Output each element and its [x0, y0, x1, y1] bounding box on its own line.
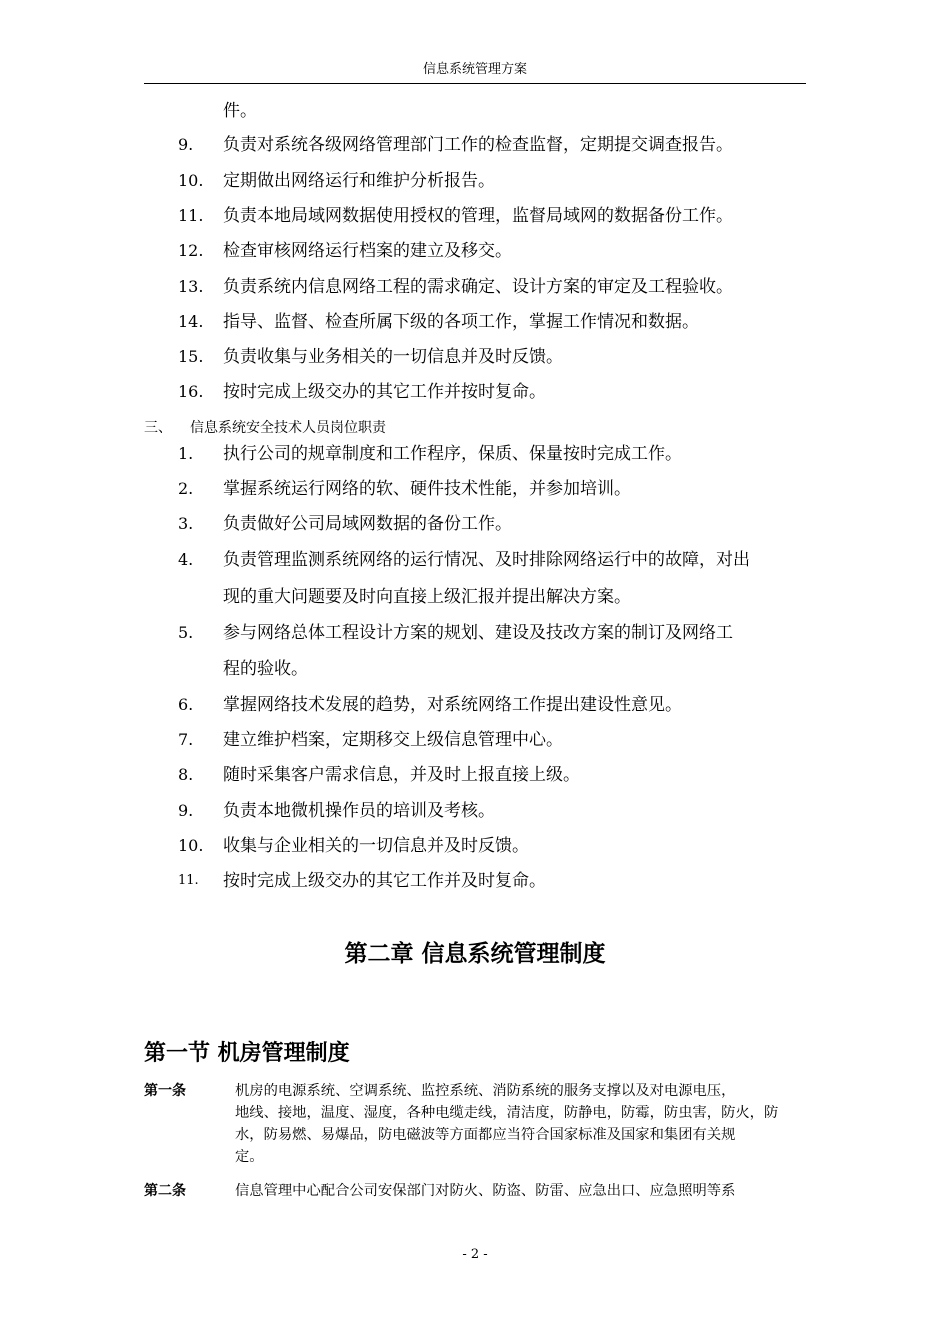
- list-number: 5.: [178, 623, 194, 642]
- article-line: 定。: [235, 1149, 264, 1165]
- section-title: 第一节 机房管理制度: [144, 1041, 350, 1066]
- list-number: 16.: [178, 382, 204, 401]
- list-number: 3.: [178, 514, 194, 533]
- list-text: 定期做出网络运行和维护分析报告。: [223, 171, 495, 191]
- list-number: 10.: [178, 171, 204, 190]
- header-divider: [144, 83, 806, 84]
- list-number: 10.: [178, 836, 204, 855]
- section-number: 三、: [144, 420, 172, 436]
- list-number: 12.: [178, 241, 204, 260]
- list-number: 9.: [178, 801, 194, 820]
- list-number: 11.: [178, 206, 204, 225]
- article-line: 水，防易燃、易爆品，防电磁波等方面都应当符合国家标准及国家和集团有关规: [235, 1127, 736, 1143]
- list-text: 按时完成上级交办的其它工作并及时复命。: [223, 871, 546, 891]
- article-body: [235, 1180, 809, 1202]
- list-text: 负责本地局域网数据使用授权的管理，监督局域网的数据备份工作。: [223, 206, 733, 226]
- list-text: 收集与企业相关的一切信息并及时反馈。: [223, 836, 529, 856]
- list-text: 参与网络总体工程设计方案的规划、建设及技改方案的制订及网络工: [223, 623, 733, 643]
- continuation-text: 件。: [223, 101, 257, 121]
- list-number: 11.: [178, 873, 199, 888]
- article-label: 第一条: [144, 1083, 186, 1099]
- article-line: 地线、接地，温度、湿度，各种电缆走线，清洁度，防静电，防霉，防虫害，防火，防: [235, 1105, 779, 1121]
- list-number: 13.: [178, 277, 204, 296]
- list-number: 2.: [178, 479, 194, 498]
- list-text: 负责对系统各级网络管理部门工作的检查监督，定期提交调查报告。: [223, 135, 733, 155]
- page-number: - 2 -: [462, 1247, 488, 1262]
- list-text: 负责做好公司局域网数据的备份工作。: [223, 514, 512, 534]
- list-number: 7.: [178, 730, 194, 749]
- page-header-title: 信息系统管理方案: [422, 62, 527, 77]
- list-number: 4.: [178, 550, 194, 569]
- list-text: 程的验收。: [223, 659, 308, 679]
- list-text: 指导、监督、检查所属下级的各项工作，掌握工作情况和数据。: [223, 312, 699, 332]
- article-line: 信息管理中心配合公司安保部门对防火、防盗、防雷、应急出口、应急照明等系: [235, 1183, 736, 1199]
- article-label: 第二条: [144, 1183, 186, 1199]
- list-text: 随时采集客户需求信息，并及时上报直接上级。: [223, 765, 580, 785]
- list-number: 6.: [178, 695, 194, 714]
- list-text: 检查审核网络运行档案的建立及移交。: [223, 241, 512, 261]
- list-number: 14.: [178, 312, 204, 331]
- list-text: 建立维护档案，定期移交上级信息管理中心。: [223, 730, 563, 750]
- article-line: 机房的电源系统、空调系统、监控系统、消防系统的服务支撑以及对电源电压，: [235, 1083, 736, 1099]
- list-text: 负责系统内信息网络工程的需求确定、设计方案的审定及工程验收。: [223, 277, 733, 297]
- list-text: 负责收集与业务相关的一切信息并及时反馈。: [223, 347, 563, 367]
- list-text: 掌握系统运行网络的软、硬件技术性能，并参加培训。: [223, 479, 631, 499]
- list-number: 1.: [178, 444, 194, 463]
- list-text: 执行公司的规章制度和工作程序，保质、保量按时完成工作。: [223, 444, 682, 464]
- chapter-title: 第二章 信息系统管理制度: [344, 941, 606, 967]
- list-text: 负责管理监测系统网络的运行情况、及时排除网络运行中的故障，对出: [223, 550, 750, 570]
- list-text: 掌握网络技术发展的趋势，对系统网络工作提出建设性意见。: [223, 695, 682, 715]
- list-text: 按时完成上级交办的其它工作并按时复命。: [223, 382, 546, 402]
- article-body: [235, 1080, 809, 1168]
- list-text: 负责本地微机操作员的培训及考核。: [223, 801, 495, 821]
- list-number: 15.: [178, 347, 204, 366]
- section-title: 信息系统安全技术人员岗位职责: [190, 420, 386, 436]
- list-number: 9.: [178, 135, 194, 154]
- section-heading: [144, 418, 386, 438]
- list-text: 现的重大问题要及时向直接上级汇报并提出解决方案。: [223, 587, 631, 607]
- list-number: 8.: [178, 765, 194, 784]
